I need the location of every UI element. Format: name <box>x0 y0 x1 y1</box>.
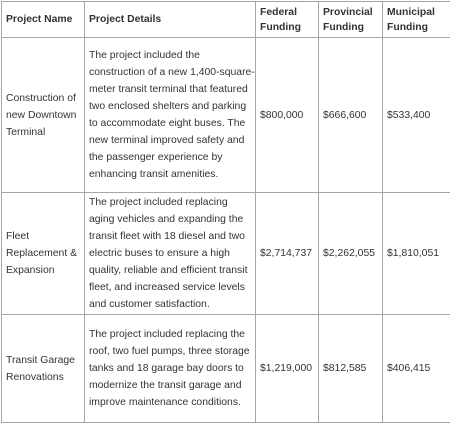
federal-funding-cell: $800,000 <box>256 38 319 193</box>
project-details-cell: The project included replacing the roof, two fuel pumps, three storage tanks and 18 garage bay doors to modernize the transit garage and improve maintenance conditions. <box>85 315 256 423</box>
municipal-funding-cell: $406,415 <box>383 315 450 423</box>
municipal-funding-cell: $533,400 <box>383 38 450 193</box>
table-row <box>2 315 450 423</box>
federal-funding-cell: $1,219,000 <box>256 315 319 423</box>
project-name-cell: Transit Garage Renovations <box>2 315 85 423</box>
provincial-funding-cell: $2,262,055 <box>319 193 383 315</box>
header-row <box>2 2 450 38</box>
funding-table <box>1 1 450 423</box>
header-federal-funding: Federal Funding <box>256 2 319 38</box>
project-name-cell: Construction of new Downtown Terminal <box>2 38 85 193</box>
table-header <box>2 2 450 38</box>
project-details-cell: The project included replacing aging vehicles and expanding the transit fleet with 18 diesel and two electric buses to ensure a high quality, reliable and efficient transit fleet, and increased service levels and customer satisfaction. <box>85 193 256 315</box>
table-body <box>2 38 450 423</box>
provincial-funding-cell: $666,600 <box>319 38 383 193</box>
header-provincial-funding: Provincial Funding <box>319 2 383 38</box>
provincial-funding-cell: $812,585 <box>319 315 383 423</box>
project-details-cell: The project included the construction of a new 1,400-square-meter transit terminal that featured two enclosed shelters and parking to accommodate eight buses. The new terminal improved safety and the passenger experience by enhancing transit amenities. <box>85 38 256 193</box>
federal-funding-cell: $2,714,737 <box>256 193 319 315</box>
table-row <box>2 193 450 315</box>
header-municipal-funding: Municipal Funding <box>383 2 450 38</box>
project-name-cell: Fleet Replacement & Expansion <box>2 193 85 315</box>
header-project-name: Project Name <box>2 2 85 38</box>
header-project-details: Project Details <box>85 2 256 38</box>
table-row <box>2 38 450 193</box>
municipal-funding-cell: $1,810,051 <box>383 193 450 315</box>
